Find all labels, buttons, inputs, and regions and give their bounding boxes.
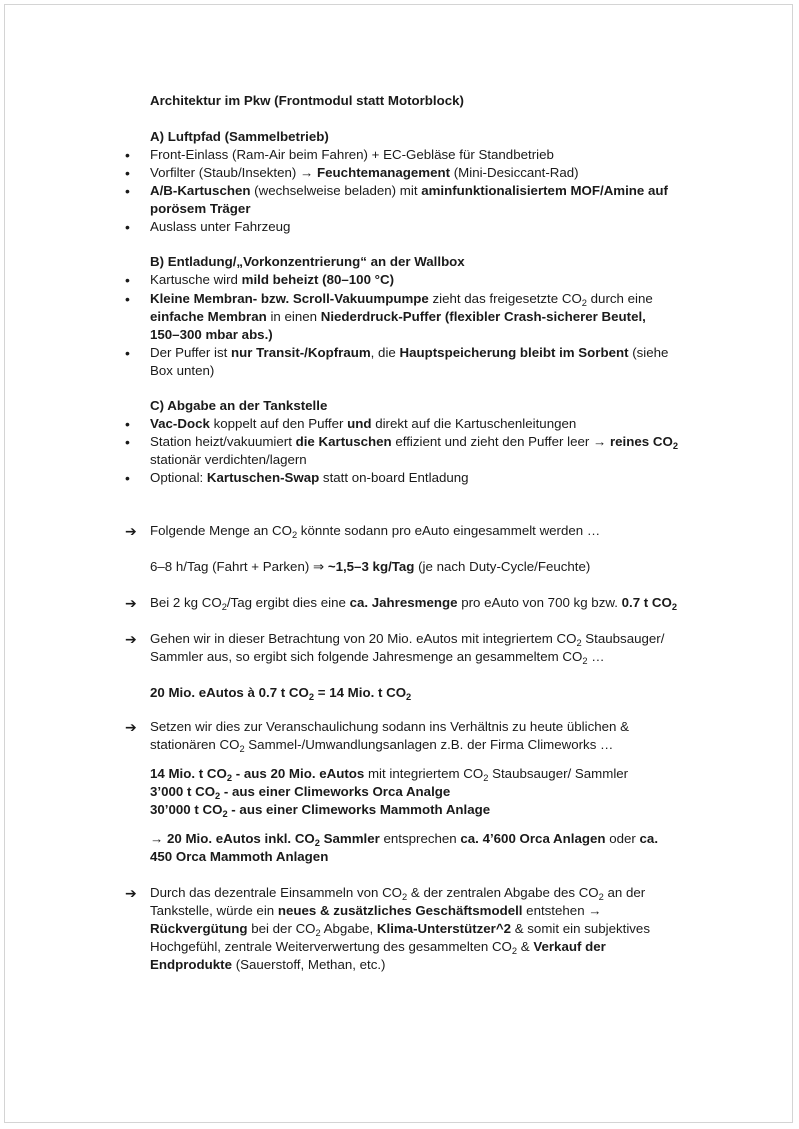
bullet-marker: •: [125, 219, 130, 235]
paragraph-line: [150, 938, 606, 956]
subscript-text: 2: [406, 692, 412, 702]
text-run: oder: [605, 831, 640, 846]
bold-text: einfache Membran: [150, 309, 267, 324]
paragraph-line: [150, 648, 605, 666]
bold-text: 3’000 t CO: [150, 784, 216, 799]
subscript-text: 2: [291, 530, 298, 540]
subscript-text: 2: [314, 838, 320, 848]
summary-line: [150, 830, 658, 848]
list-item: [150, 290, 653, 308]
text-run: Front-Einlass (Ram-Air beim Fahren) + EC-Gebläse für Standbetrieb: [150, 147, 554, 162]
list-item: [150, 182, 668, 200]
bold-text: B) Entladung/„Vorkonzentrierung“ an der Wallbox: [150, 254, 465, 269]
bold-text: Sammler: [319, 831, 380, 846]
bold-text: Feuchtemanagement: [317, 165, 451, 180]
text-run: effizient und zieht den Puffer leer →: [391, 434, 610, 449]
text-run: Auslass unter Fahrzeug: [150, 219, 291, 234]
text-run: /Tag ergibt dies eine: [226, 595, 350, 610]
text-run: Box unten): [150, 363, 215, 378]
text-run: Folgende Menge an CO: [150, 523, 292, 538]
bold-text: reines CO: [609, 434, 673, 449]
bold-text: A/B-Kartuschen: [150, 183, 251, 198]
text-run: Gehen wir in dieser Betrachtung von 20 Mio. eAutos mit integriertem CO: [150, 631, 577, 646]
subscript-text: 2: [483, 773, 489, 783]
subscript-text: 2: [402, 892, 408, 902]
section-b-heading: [150, 253, 465, 271]
text-run: Bei 2 kg CO: [150, 595, 222, 610]
text-run: mit integriertem CO: [364, 766, 484, 781]
comparison-line: [150, 783, 450, 801]
text-run: statt on-board Entladung: [319, 470, 469, 485]
text-run: koppelt auf den Puffer: [209, 416, 348, 431]
section-a-heading: [150, 128, 329, 146]
paragraph-line: [150, 558, 590, 576]
text-run: stationär verdichten/lagern: [150, 452, 307, 467]
list-item: [150, 164, 579, 182]
text-run: zieht das freigesetzte CO: [428, 291, 582, 306]
arrow-right-icon: ➔: [125, 719, 137, 735]
bullet-marker: •: [125, 416, 130, 432]
text-run: entsprechen: [379, 831, 461, 846]
subscript-text: 2: [598, 892, 604, 902]
bullet-marker: •: [125, 165, 130, 181]
bold-text: Endprodukte: [150, 957, 232, 972]
bold-text: 20 Mio. eAutos inkl. CO: [167, 831, 315, 846]
summary-line: [150, 848, 328, 866]
bold-text: ca. Jahresmenge: [349, 595, 458, 610]
list-item: [150, 433, 678, 451]
bold-text: 14 Mio. t CO: [150, 766, 227, 781]
text-run: Der Puffer ist: [150, 345, 232, 360]
text-run: in einen: [266, 309, 321, 324]
text-run: direkt auf die Kartuschenleitungen: [371, 416, 577, 431]
bullet-marker: •: [125, 272, 130, 288]
bold-text: und: [347, 416, 372, 431]
bullet-marker: •: [125, 434, 130, 450]
list-item: [150, 218, 290, 236]
bold-text: Hauptspeicherung bleibt im Sorbent: [399, 345, 629, 360]
bold-text: nur Transit-/Kopfraum: [231, 345, 371, 360]
paragraph-line: [150, 594, 677, 612]
bold-text: C) Abgabe an der Tankstelle: [150, 398, 328, 413]
bold-text: 450 Orca Mammoth Anlagen: [150, 849, 329, 864]
list-item-continuation: [150, 451, 307, 469]
list-item-continuation: [150, 308, 646, 326]
bold-text: Kleine Membran- bzw. Scroll-Vakuumpumpe: [150, 291, 429, 306]
heading-architecture: [150, 92, 464, 110]
text-run: Sammel-/Umwandlungsanlagen z.B. der Firma Climeworks …: [244, 737, 614, 752]
bold-text: Klima-Unterstützer^2: [376, 921, 512, 936]
list-item: [150, 271, 394, 289]
text-run: könnte sodann pro eAuto eingesammelt werden …: [297, 523, 601, 538]
bullet-marker: •: [125, 183, 130, 199]
bold-text: ca.: [639, 831, 659, 846]
comparison-line: [150, 801, 490, 819]
text-run: (wechselweise beladen) mit: [250, 183, 422, 198]
subscript-text: 2: [215, 791, 221, 801]
bold-text: Niederdruck-Puffer (flexibler Crash-sicherer Beutel,: [320, 309, 646, 324]
paragraph-line: [150, 736, 613, 754]
text-run: Setzen wir dies zur Veranschaulichung sodann ins Verhältnis zu heute üblichen &: [150, 719, 629, 734]
subscript-text: 2: [581, 298, 587, 308]
arrow-right-icon: ➔: [125, 595, 137, 611]
text-run: Station heizt/vakuumiert: [150, 434, 296, 449]
text-run: entstehen →: [522, 903, 602, 918]
text-run: durch eine: [586, 291, 653, 306]
bold-text: ca. 4’600 Orca Anlagen: [460, 831, 606, 846]
bold-text: 0.7 t CO: [621, 595, 672, 610]
subscript-text: 2: [222, 809, 228, 819]
list-item: [150, 146, 554, 164]
comparison-line: [150, 765, 628, 783]
text-run: &: [517, 939, 534, 954]
bold-text: - aus einer Climeworks Orca Analge: [220, 784, 451, 799]
list-item-continuation: [150, 362, 214, 380]
paragraph-line: [150, 718, 629, 736]
paragraph-line: [150, 902, 602, 920]
bold-text: aminfunktionalisiertem MOF/Amine auf: [421, 183, 668, 198]
subscript-text: 2: [221, 602, 227, 612]
bold-text: - aus einer Climeworks Mammoth Anlage: [227, 802, 491, 817]
bullet-marker: •: [125, 147, 130, 163]
text-run: Staubsauger/ Sammler: [488, 766, 629, 781]
paragraph-line: [150, 522, 600, 540]
bold-text: porösem Träger: [150, 201, 251, 216]
result-line: [150, 684, 411, 702]
text-run: (Sauerstoff, Methan, etc.): [232, 957, 386, 972]
subscript-text: 2: [582, 656, 588, 666]
text-run: & somit ein subjektives: [511, 921, 650, 936]
text-run: Abgabe,: [320, 921, 377, 936]
list-item: [150, 469, 469, 487]
text-run: Durch das dezentrale Einsammeln von CO: [150, 885, 403, 900]
text-run: …: [587, 649, 605, 664]
subscript-text: 2: [672, 441, 678, 451]
subscript-text: 2: [671, 602, 678, 612]
paragraph-line: [150, 920, 650, 938]
arrow-right-icon: ➔: [125, 523, 137, 539]
bullet-marker: •: [125, 470, 130, 486]
bold-text: Verkauf der: [533, 939, 606, 954]
text-run: Staubsauger/: [581, 631, 665, 646]
text-run: Sammler aus, so ergibt sich folgende Jahresmenge an gesammeltem CO: [150, 649, 583, 664]
list-item: [150, 415, 576, 433]
bold-text: - aus 20 Mio. eAutos: [232, 766, 365, 781]
bold-text: 30’000 t CO: [150, 802, 223, 817]
bold-text: mild beheizt (80–100 °C): [241, 272, 395, 287]
bold-text: 20 Mio. eAutos à 0.7 t CO: [150, 685, 309, 700]
text-run: (siehe: [628, 345, 669, 360]
document-page: [4, 4, 793, 1123]
text-run: & der zentralen Abgabe des CO: [407, 885, 599, 900]
paragraph-line: [150, 630, 664, 648]
subscript-text: 2: [315, 928, 321, 938]
text-run: an der: [603, 885, 646, 900]
paragraph-line: [150, 956, 385, 974]
text-run: Vorfilter (Staub/Insekten) →: [150, 165, 318, 180]
text-run: 6–8 h/Tag (Fahrt + Parken) ⇒: [150, 559, 328, 574]
subscript-text: 2: [239, 744, 245, 754]
arrow-right-icon: ➔: [125, 885, 137, 901]
subscript-text: 2: [226, 773, 233, 783]
text-run: (je nach Duty-Cycle/Feuchte): [414, 559, 591, 574]
bold-text: = 14 Mio. t CO: [314, 685, 407, 700]
text-run: pro eAuto von 700 kg bzw.: [457, 595, 622, 610]
section-c-heading: [150, 397, 327, 415]
bold-text: Architektur im Pkw (Frontmodul statt Motorblock): [150, 93, 464, 108]
list-item-continuation: [150, 326, 273, 344]
bullet-marker: •: [125, 291, 130, 307]
text-run: Tankstelle, würde ein: [150, 903, 278, 918]
paragraph-line: [150, 884, 645, 902]
text-run: bei der CO: [247, 921, 316, 936]
bold-text: neues & zusätzliches Geschäftsmodell: [277, 903, 523, 918]
list-item-continuation: [150, 200, 251, 218]
list-item: [150, 344, 668, 362]
bold-text: ~1,5–3 kg/Tag: [327, 559, 415, 574]
bold-text: Kartuschen-Swap: [206, 470, 320, 485]
text-run: →: [150, 831, 167, 846]
bold-text: Vac-Dock: [150, 416, 210, 431]
text-run: Optional:: [150, 470, 207, 485]
bold-text: 150–300 mbar abs.): [150, 327, 273, 342]
text-run: stationären CO: [150, 737, 240, 752]
text-run: Kartusche wird: [150, 272, 242, 287]
text-run: Hochgefühl, zentrale Weiterverwertung des gesammelten CO: [150, 939, 512, 954]
bullet-marker: •: [125, 345, 130, 361]
bold-text: Rückvergütung: [150, 921, 248, 936]
text-run: , die: [370, 345, 400, 360]
bold-text: die Kartuschen: [295, 434, 392, 449]
subscript-text: 2: [576, 638, 582, 648]
arrow-right-icon: ➔: [125, 631, 137, 647]
subscript-text: 2: [308, 692, 315, 702]
bold-text: A) Luftpfad (Sammelbetrieb): [150, 129, 329, 144]
subscript-text: 2: [511, 946, 518, 956]
document-content: [5, 5, 792, 1122]
text-run: (Mini-Desiccant-Rad): [450, 165, 579, 180]
